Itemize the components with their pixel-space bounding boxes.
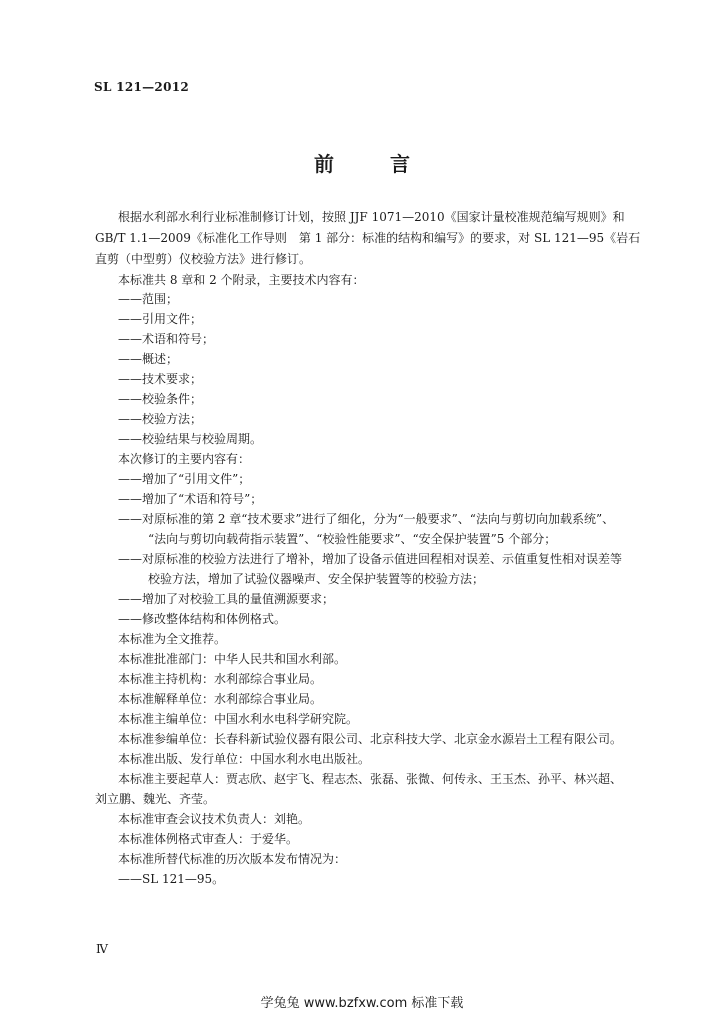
info-interpret: 本标准解释单位：水利部综合事业局。 — [118, 692, 323, 706]
contents-item: ——范围； — [118, 292, 179, 306]
info-participate: 本标准参编单位：长春科新试验仪器有限公司、北京科技大学、北京金水源岩土工程有限公司。 — [118, 732, 623, 746]
contents-item: ——校验方法； — [118, 412, 203, 426]
contents-item: ——校验结果与校验周期。 — [118, 432, 263, 446]
info-publish: 本标准出版、发行单位：中国水利水电出版社。 — [118, 752, 371, 766]
revision-item: ——对原标准的第 2 章“技术要求”进行了细化，分为“一般要求”、“法向与剪切向加载系统”、 — [118, 512, 615, 526]
revision-item: ——修改整体结构和体例格式。 — [118, 612, 287, 626]
watermark: 学兔兔 www.bzfxw.com 标准下载 — [260, 996, 464, 1011]
page-title: 前 言 — [314, 152, 428, 176]
info-reviewer: 本标准审查会议技术负责人：刘艳。 — [118, 812, 311, 826]
intro-line-2: GB/T 1.1—2009《标准化工作导则 第 1 部分：标准的结构和编写》的要求，对 SL 121—95《岩石 — [95, 231, 641, 245]
revision-item: ——增加了对校验工具的量值溯源要求； — [118, 592, 335, 606]
info-chief: 本标准主编单位：中国水利水电科学研究院。 — [118, 712, 359, 726]
info-history-lead: 本标准所替代标准的历次版本发布情况为： — [118, 852, 347, 866]
info-history: ——SL 121—95。 — [118, 872, 225, 886]
contents-item: ——概述； — [118, 352, 179, 366]
standard-code: SL 121—2012 — [94, 80, 190, 94]
revision-item: ——增加了“引用文件”； — [118, 472, 251, 486]
intro-line-3: 直剪（中型剪）仪校验方法》进行修订。 — [95, 252, 312, 266]
contents-item: ——术语和符号； — [118, 332, 215, 346]
revision-item-cont: “法向与剪切向载荷指示装置”、“校验性能要求”、“安全保护装置”5 个部分； — [148, 532, 557, 546]
contents-item: ——校验条件； — [118, 392, 203, 406]
revision-lead: 本次修订的主要内容有： — [118, 452, 251, 466]
info-drafters-cont: 刘立鹏、魏光、齐莹。 — [95, 792, 216, 806]
info-recommend: 本标准为全文推荐。 — [118, 632, 227, 646]
info-format-reviewer: 本标准体例格式审查人：于爱华。 — [118, 832, 299, 846]
intro-line-1: 根据水利部水利行业标准制修订计划，按照 JJF 1071—2010《国家计量校准规范编写规则》和 — [118, 210, 625, 224]
revision-item: ——对原标准的校验方法进行了增补，增加了设备示值进回程相对误差、示值重复性相对误差等 — [118, 552, 623, 566]
page-number: Ⅳ — [96, 942, 108, 956]
revision-item: ——增加了“术语和符号”； — [118, 492, 263, 506]
contents-lead: 本标准共 8 章和 2 个附录，主要技术内容有： — [118, 273, 365, 287]
info-drafters: 本标准主要起草人：贾志欣、赵宇飞、程志杰、张磊、张微、何传永、王玉杰、孙平、林兴超、 — [118, 772, 623, 786]
contents-item: ——引用文件； — [118, 312, 203, 326]
revision-item-cont: 校验方法，增加了试验仪器噪声、安全保护装置等的校验方法； — [148, 572, 485, 586]
info-host: 本标准主持机构：水利部综合事业局。 — [118, 672, 323, 686]
info-approve: 本标准批准部门：中华人民共和国水利部。 — [118, 652, 347, 666]
contents-item: ——技术要求； — [118, 372, 203, 386]
